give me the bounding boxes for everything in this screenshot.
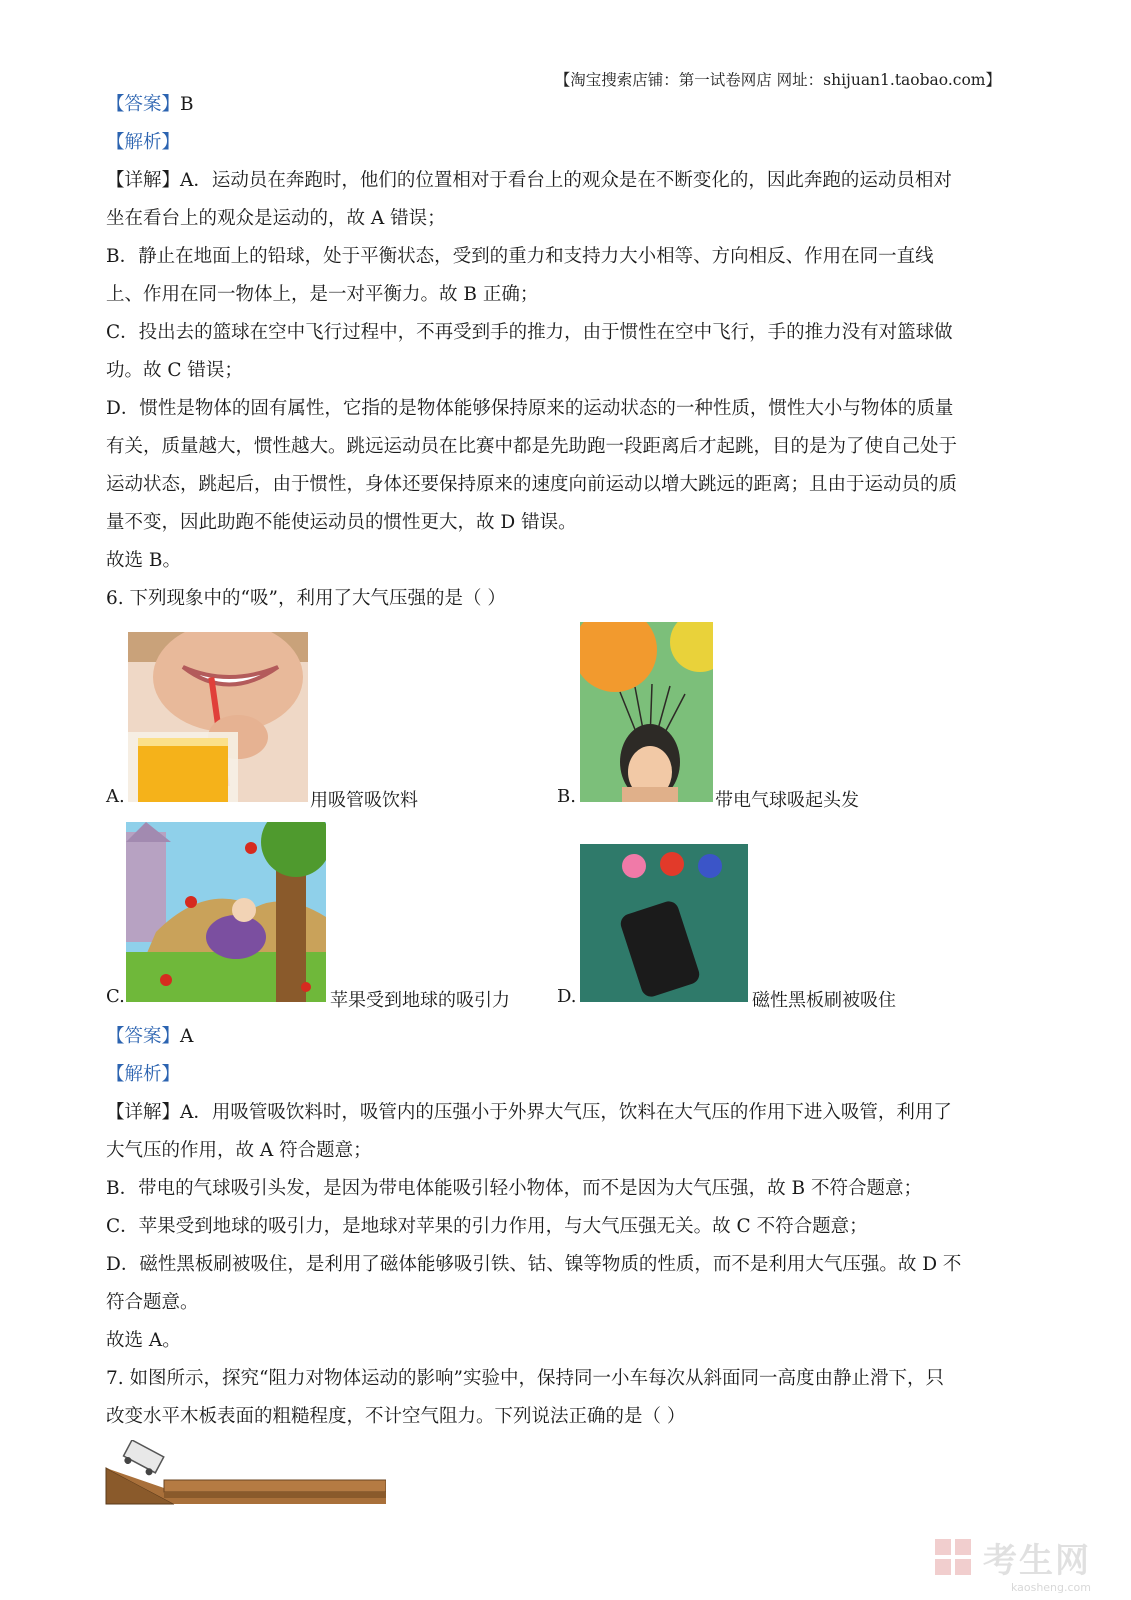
q5-detail-line: 运动状态，跳起后，由于惯性，身体还要保持原来的速度向前运动以增大跳远的距离；且由于运动员的质 [106,474,958,495]
q6-answer-line [106,1024,193,1050]
option-d-text: 磁性黑板刷被吸住 [752,990,896,1011]
q5-detail-line: 【详解】A．运动员在奔跑时，他们的位置相对于看台上的观众是在不断变化的，因此奔跑的运动员相对 [106,170,952,191]
q6-answer-tag: 【答案】 [106,1026,181,1047]
q5-answer-tag: 【答案】 [106,94,181,115]
q5-detail-line: C．投出去的篮球在空中飞行过程中，不再受到手的推力，由于惯性在空中飞行，手的推力没有对篮球做 [106,322,953,343]
q6-detail-line: 【详解】A．用吸管吸饮料时，吸管内的压强小于外界大气压，饮料在大气压的作用下进入吸管，利用了 [106,1102,952,1123]
option-a-text: 用吸管吸饮料 [310,790,418,811]
balloons-hair-icon [580,622,713,802]
q5-conclusion: 故选 B。 [106,550,181,571]
q6-detail-line: B．带电的气球吸引头发，是因为带电体能吸引轻小物体，而不是因为大气压强，故 B 不符合题意； [106,1178,922,1199]
option-a-image [128,632,308,802]
q5-answer-value: B [180,94,194,115]
q5-detail-line: D．惯性是物体的固有属性，它指的是物体能够保持原来的运动状态的一种性质，惯性大小与物体的质量 [106,398,954,419]
option-c-image [126,822,326,1002]
q6-detail-line: 符合题意。 [106,1292,199,1313]
q5-detail-line: 有关，质量越大，惯性越大。跳远运动员在比赛中都是先助跑一段距离后才起跳，目的是为了使自己处于 [106,436,958,457]
q6-conclusion: 故选 A。 [106,1330,181,1351]
q5-answer-line [106,92,194,118]
q6-detail-line: C．苹果受到地球的吸引力，是地球对苹果的引力作用，与大气压强无关。故 C 不符合题意； [106,1216,868,1237]
shop-note: 【淘宝搜索店铺：第一试卷网店 网址：shijuan1.taobao.com】 [554,71,1001,89]
q5-detail-line: 功。故 C 错误； [106,360,243,381]
watermark-text: 考生网 [983,1541,1091,1581]
watermark-subtext: kaosheng.com [1010,1581,1091,1594]
q7-stem-line: 7. 如图所示，探究“阻力对物体运动的影响”实验中，保持同一小车每次从斜面同一高度由静止滑下，只 [106,1368,944,1389]
watermark-logo-icon [933,1537,975,1579]
option-a-letter: A. [106,786,125,807]
option-c-text: 苹果受到地球的吸引力 [330,990,510,1011]
q6-answer-value: A [180,1026,194,1047]
ramp-cart-board-icon [104,1440,386,1506]
option-d-letter: D. [557,986,577,1007]
magnetic-eraser-icon [580,844,748,1002]
q5-detail-line: 上、作用在同一物体上，是一对平衡力。故 B 正确； [106,284,539,305]
q6-analysis-tag: 【解析】 [106,1064,181,1085]
option-b-image [580,622,713,802]
newton-apple-tree-icon [126,822,326,1002]
q6-stem: 6. 下列现象中的“吸”，利用了大气压强的是（ ） [106,588,506,609]
q5-analysis-tag: 【解析】 [106,132,181,153]
q5-detail-line: 坐在看台上的观众是运动的，故 A 错误； [106,208,446,229]
option-b-text: 带电气球吸起头发 [715,790,859,811]
option-d-image [580,844,748,1002]
q7-stem-line: 改变水平木板表面的粗糙程度，不计空气阻力。下列说法正确的是（ ） [106,1406,686,1427]
watermark [933,1533,1091,1582]
q7-figure [104,1440,386,1506]
girl-drinking-straw-icon [128,632,308,802]
q6-detail-line: 大气压的作用，故 A 符合题意； [106,1140,372,1161]
option-b-letter: B. [557,786,576,807]
q6-detail-line: D．磁性黑板刷被吸住，是利用了磁体能够吸引铁、钴、镍等物质的性质，而不是利用大气压强。故 D 不 [106,1254,962,1275]
option-c-letter: C. [106,986,125,1007]
q5-detail-line: B．静止在地面上的铅球，处于平衡状态，受到的重力和支持力大小相等、方向相反、作用在同一直线 [106,246,934,267]
q5-detail-line: 量不变，因此助跑不能使运动员的惯性更大，故 D 错误。 [106,512,577,533]
